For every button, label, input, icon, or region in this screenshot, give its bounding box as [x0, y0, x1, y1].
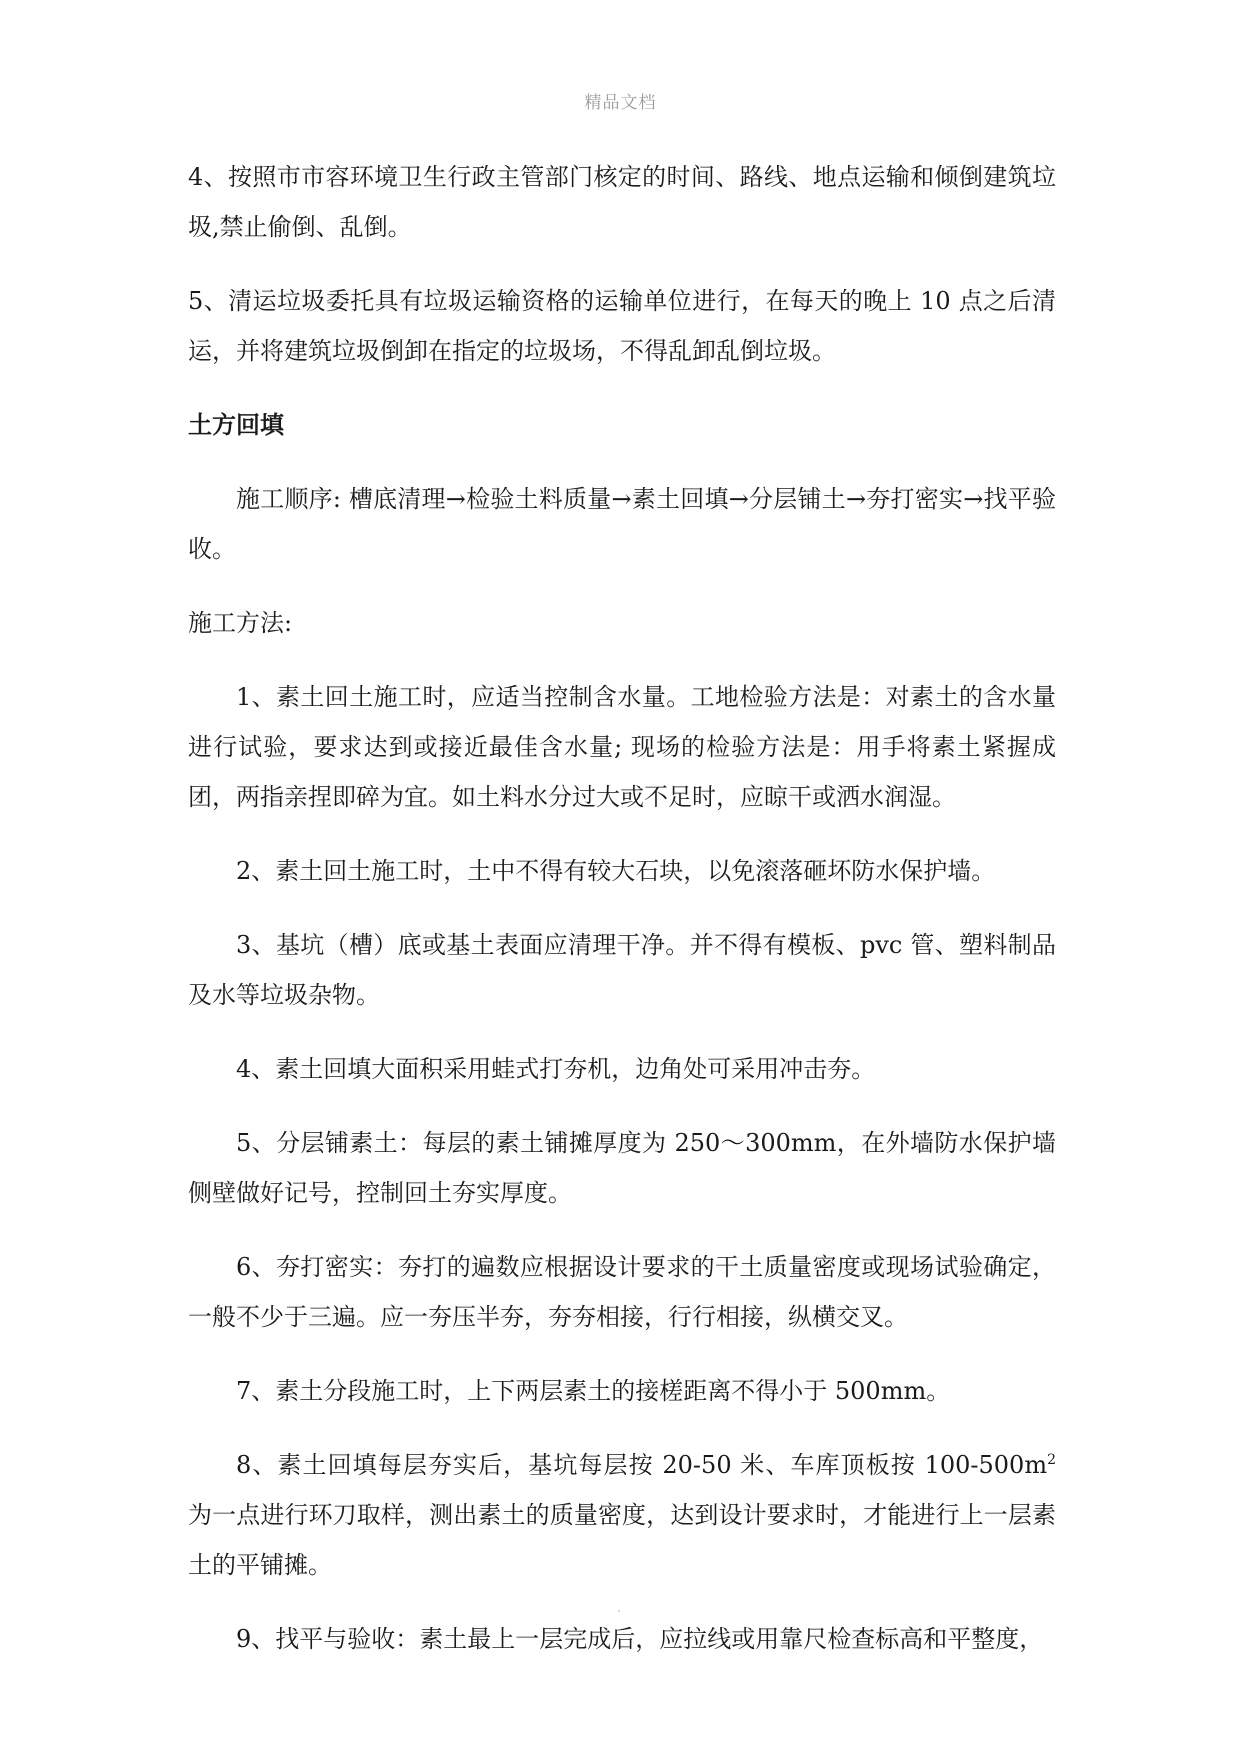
step-6-compaction-passes: 6、夯打密实：夯打的遍数应根据设计要求的干土质量密度或现场试验确定，一般不少于三遍。应一夯压半夯，夯夯相接，行行相接，纵横交叉。	[188, 1253, 1056, 1331]
section-title: 土方回填	[188, 411, 284, 439]
document-body	[188, 152, 1056, 1688]
step-8-sampling	[188, 1440, 1056, 1590]
paragraph-waste-removal: 5、清运垃圾委托具有垃圾运输资格的运输单位进行，在每天的晚上 10 点之后清运，并将建筑垃圾倒卸在指定的垃圾场，不得乱卸乱倒垃圾。	[188, 287, 1056, 365]
step-2-no-large-stones: 2、素土回土施工时，土中不得有较大石块，以免滚落砸坏防水保护墙。	[236, 857, 996, 885]
step-7-joint-distance: 7、素土分段施工时，上下两层素土的接槎距离不得小于 500mm。	[236, 1377, 951, 1405]
footer-dot	[618, 1610, 620, 1612]
step-8-text-after: 为一点进行环刀取样，测出素土的质量密度，达到设计要求时，才能进行上一层素土的平铺摊。	[188, 1501, 1056, 1579]
step-8-text-before: 8、素土回填每层夯实后，基坑每层按 20-50 米、车库顶板按 100-500m	[236, 1451, 1048, 1479]
step-3-clean-base: 3、基坑（槽）底或基土表面应清理干净。并不得有模板、pvc 管、塑料制品及水等垃圾杂物。	[188, 931, 1056, 1009]
paragraph-transport-rules: 4、按照市市容环境卫生行政主管部门核定的时间、路线、地点运输和倾倒建筑垃圾,禁止偷倒、乱倒。	[188, 163, 1056, 241]
step-5-layer-thickness: 5、分层铺素土：每层的素土铺摊厚度为 250～300mm，在外墙防水保护墙侧壁做好记号，控制回土夯实厚度。	[188, 1129, 1056, 1207]
step-4-compaction-equipment: 4、素土回填大面积采用蛙式打夯机，边角处可采用冲击夯。	[236, 1055, 876, 1083]
page-header-watermark: 精品文档	[584, 93, 657, 113]
construction-sequence: 施工顺序: 槽底清理→检验土料质量→素土回填→分层铺土→夯打密实→找平验收。	[188, 485, 1056, 563]
construction-method-label: 施工方法:	[188, 609, 293, 637]
step-9-leveling-acceptance: 9、找平与验收：素土最上一层完成后，应拉线或用靠尺检查标高和平整度，	[236, 1625, 1044, 1653]
step-1-moisture-control: 1、素土回土施工时，应适当控制含水量。工地检验方法是：对素土的含水量进行试验，要求达到或接近最佳含水量; 现场的检验方法是：用手将素土紧握成团，两指亲捏即碎为宜。如土料水分过大或不足时，应晾干或洒水润湿。	[188, 683, 1056, 811]
step-8-superscript: 2	[1047, 1452, 1056, 1468]
